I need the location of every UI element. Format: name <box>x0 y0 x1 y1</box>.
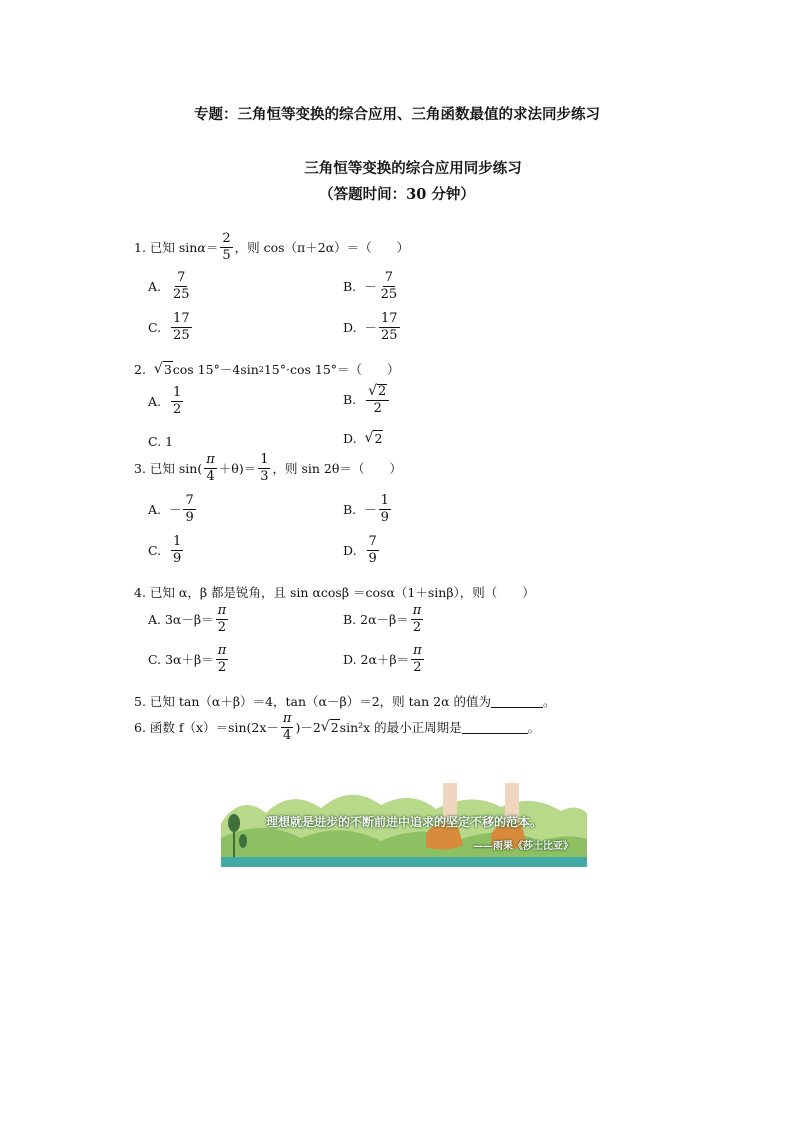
option-3d[interactable]: D. $\frac{7}{9}$ <box>343 534 377 566</box>
question-4: 4. 已知 α，β 都是锐角，且 sin αcosβ ＝cosα（1＋sinβ），则（ ） <box>134 584 535 600</box>
option-2b[interactable]: B. √ 2 2 <box>343 384 391 415</box>
option-4a[interactable]: A. 3α－β＝ $\frac{\pi}{2}$ <box>148 603 227 635</box>
option-1a[interactable]: A. $\frac{7}{25}$ <box>148 270 190 302</box>
page-title: 专题：三角恒等变换的综合应用、三角函数最值的求法同步练习 <box>194 106 600 123</box>
option-2c[interactable]: C. 1 <box>148 434 174 449</box>
option-4c[interactable]: C. 3α＋β＝ $\frac{\pi}{2}$ <box>148 643 227 675</box>
question-1: 1. 已知 sin α ＝ $\frac{2}{5}$ ，则 cos（π＋2α）＝（ ） <box>134 231 410 263</box>
answer-blank[interactable] <box>462 721 528 734</box>
fraction: $\frac{2}{5}$ <box>222 231 231 263</box>
answer-blank[interactable] <box>491 695 543 708</box>
quote-author: ——雨果《莎士比亚》 <box>473 841 573 852</box>
time-note: （答题时间：30 分钟） <box>319 186 475 203</box>
question-3: 3. 已知 sin( $\frac{\pi}{4}$ ＋θ)＝ $\frac{1}{3}$ ，则 sin 2θ＝（ ） <box>134 452 402 484</box>
sqrt-symbol: √ 3 <box>153 361 172 377</box>
option-4d[interactable]: D. 2α＋β＝ $\frac{\pi}{2}$ <box>343 643 422 675</box>
option-3b[interactable]: B. － $\frac{1}{9}$ <box>343 493 389 525</box>
option-2d[interactable]: D. √ 2 <box>343 430 383 446</box>
question-2: 2. √ 3 cos 15°－4sin 2 15°·cos 15°＝（ ） <box>134 361 400 377</box>
option-1c[interactable]: C. $\frac{17}{25}$ <box>148 311 190 343</box>
option-3a[interactable]: A. － $\frac{7}{9}$ <box>148 493 194 525</box>
option-1d[interactable]: D. － $\frac{17}{25}$ <box>343 311 398 343</box>
option-2a[interactable]: A. $\frac{1}{2}$ <box>148 385 182 417</box>
option-1b[interactable]: B. － $\frac{7}{25}$ <box>343 270 398 302</box>
option-4b[interactable]: B. 2α－β＝ $\frac{\pi}{2}$ <box>343 603 422 635</box>
quote-text: 理想就是进步的不断前进中追求的坚定不移的范本。 <box>265 815 542 829</box>
quote-banner <box>221 783 587 867</box>
question-5: 5. 已知 tan（α＋β）＝4，tan（α－β）＝2，则 tan 2α 的值为 。 <box>134 694 556 709</box>
section-title: 三角恒等变换的综合应用同步练习 <box>304 160 522 177</box>
question-6: 6. 函数 f（x）＝sin(2x－ $\frac{\pi}{4}$ )－2 √ 2 sin²x 的最小正周期是 。 <box>134 711 541 743</box>
option-3c[interactable]: C. $\frac{1}{9}$ <box>148 534 182 566</box>
